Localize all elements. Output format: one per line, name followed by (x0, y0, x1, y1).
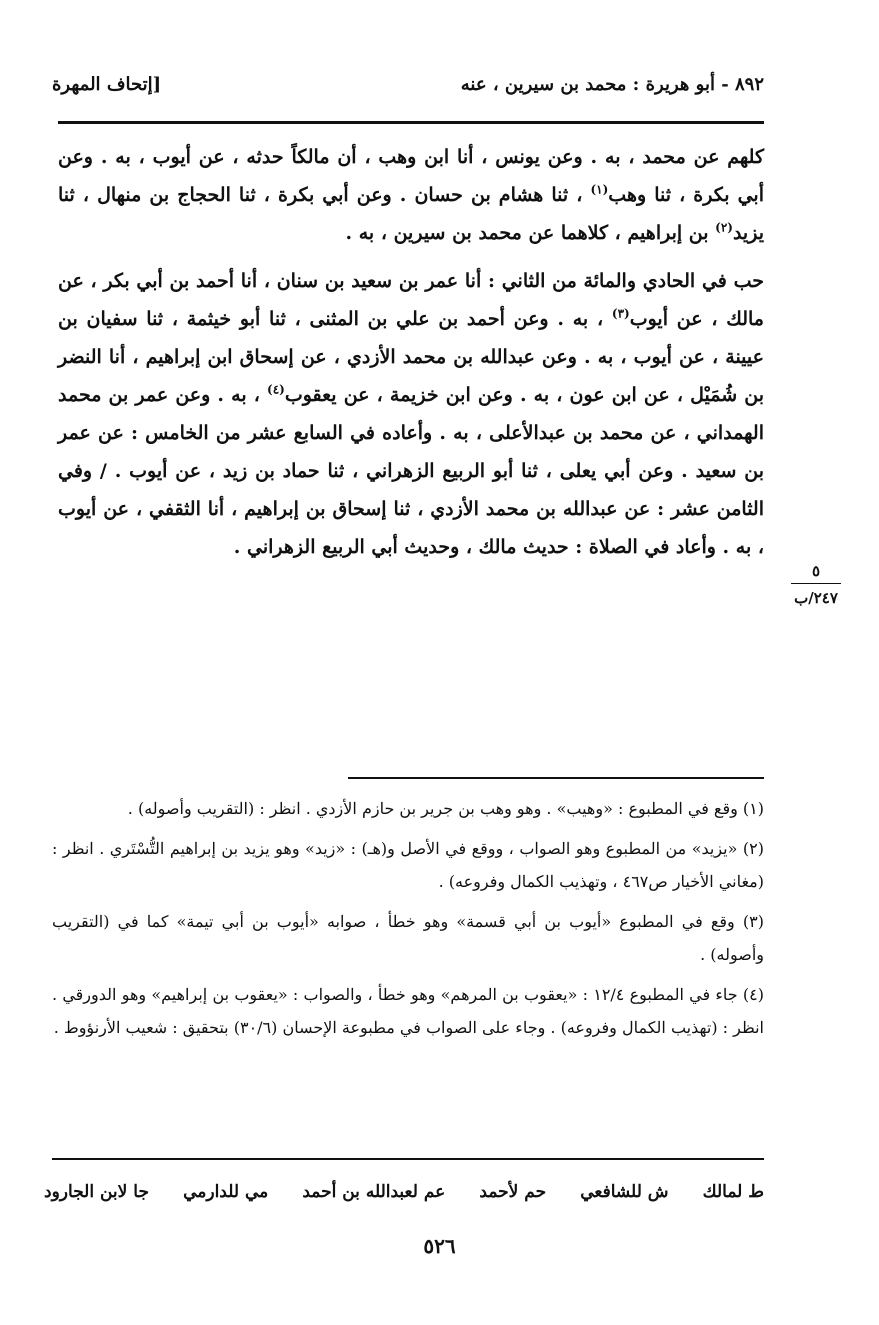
paragraph-1-text-c: بن إبراهيم ، كلاهما عن محمد بن سيرين ، به . (345, 222, 716, 244)
manuscript-folio-note (785, 563, 847, 608)
footnotes (52, 792, 764, 1051)
header-book-title: [إتحاف المهرة (52, 73, 162, 95)
header-chapter-title: ٨٩٢ - أبو هريرة : محمد بن سيرين ، عنه (460, 73, 764, 95)
legend-divider (52, 1158, 764, 1160)
footnote-3: (٣) وقع في المطبوع «أيوب بن أبي قسمة» وهو خطأ ، صوابه «أيوب بن أبي تيمة» كما في (التقريب وأصوله) . (52, 912, 764, 964)
paragraph-1-text-b: ، ثنا هشام بن حسان . وعن أبي بكرة ، ثنا الحجاج بن منهال ، ثنا يزيد (58, 184, 764, 244)
main-text (58, 138, 764, 566)
footnotes-divider (348, 777, 764, 779)
footnote-ref-3: (٣) (611, 306, 630, 321)
legend-item: عم لعبدالله بن أحمد (302, 1182, 446, 1202)
header-divider (58, 121, 764, 124)
paragraph-1 (58, 138, 764, 252)
paragraph-2-text-a: حب في الحادي والمائة من الثاني : أنا عمر بن سعيد بن سنان ، أنا أحمد بن أبي بكر ، عن مالك ، عن أيوب (58, 270, 764, 330)
abbreviation-legend (44, 1174, 764, 1210)
legend-item: ش للشافعي (580, 1182, 669, 1202)
footnote-2: (٢) «يزيد» من المطبوع وهو الصواب ، ووقع في الأصل و(هـ) : «زيد» وهو يزيد بن إبراهيم التُّسْتَري . انظر : (مغاني الأخيار ص٤٦٧ ، وتهذيب الكمال وفروعه) . (52, 839, 764, 891)
footnote-ref-4: (٤) (267, 382, 285, 397)
footnote-ref-2: (٢) (715, 220, 733, 235)
paragraph-2 (58, 262, 764, 566)
page-number: ٥٢٦ (423, 1234, 456, 1258)
paragraph-2-text-c: ، به . وعن عمر بن محمد الهمداني ، عن محمد بن عبدالأعلى ، به . وأعاده في السابع عشر من الخامس : عن عمر بن سعيد . وعن أبي يعلى ، ثنا أبو الربيع الزهراني ، ثنا حماد بن زيد ، عن أيوب . / وفي الثامن عشر : عن عبدالله بن محمد الأزدي ، ثنا إسحاق بن إبراهيم ، أنا الثقفي ، عن أيوب ، به . وأعاد في الصلاة : حديث مالك ، وحديث أبي الربيع الزهراني . (58, 384, 764, 558)
paragraph-1-text-a: كلهم عن محمد ، به . وعن يونس ، أنا ابن وهب ، أن مالكاً حدثه ، عن أيوب ، به . وعن أبي بكرة ، ثنا وهب (58, 146, 764, 206)
folio-divider (791, 583, 841, 584)
footnote-1: (١) وقع في المطبوع : «وهيب» . وهو وهب بن جرير بن حازم الأزدي . انظر : (التقريب وأصوله) . (127, 799, 764, 818)
footnote-ref-1: (١) (590, 182, 609, 197)
legend-item: مي للدارمي (183, 1182, 269, 1202)
paragraph-2-text-b: ، به . وعن أحمد بن علي بن المثنى ، ثنا أبو خيثمة ، ثنا سفيان بن عيينة ، عن أيوب ، به . وعن عبدالله بن محمد الأزدي ، عن إسحاق ابن إبراهيم ، أنا النضر بن شُمَيْل ، عن ابن عون ، به . وعن ابن خزيمة ، عن يعقوب (58, 308, 764, 406)
legend-item: ط لمالك (702, 1182, 764, 1202)
legend-item: حم لأحمد (479, 1182, 547, 1202)
folio-reference: ٢٤٧/ب (794, 589, 838, 607)
legend-item: جا لابن الجارود (44, 1182, 149, 1202)
running-header (52, 66, 764, 102)
folio-line-number: ٥ (811, 562, 821, 580)
footnote-4: (٤) جاء في المطبوع ١٢/٤ : «يعقوب بن المرهم» وهو خطأ ، والصواب : «يعقوب بن إبراهيم» وهو الدورقي . انظر : (تهذيب الكمال وفروعه) . وجاء على الصواب في مطبوعة الإحسان (٣٠/٦) بتحقيق : شعيب الأرنؤوط . (52, 985, 764, 1037)
